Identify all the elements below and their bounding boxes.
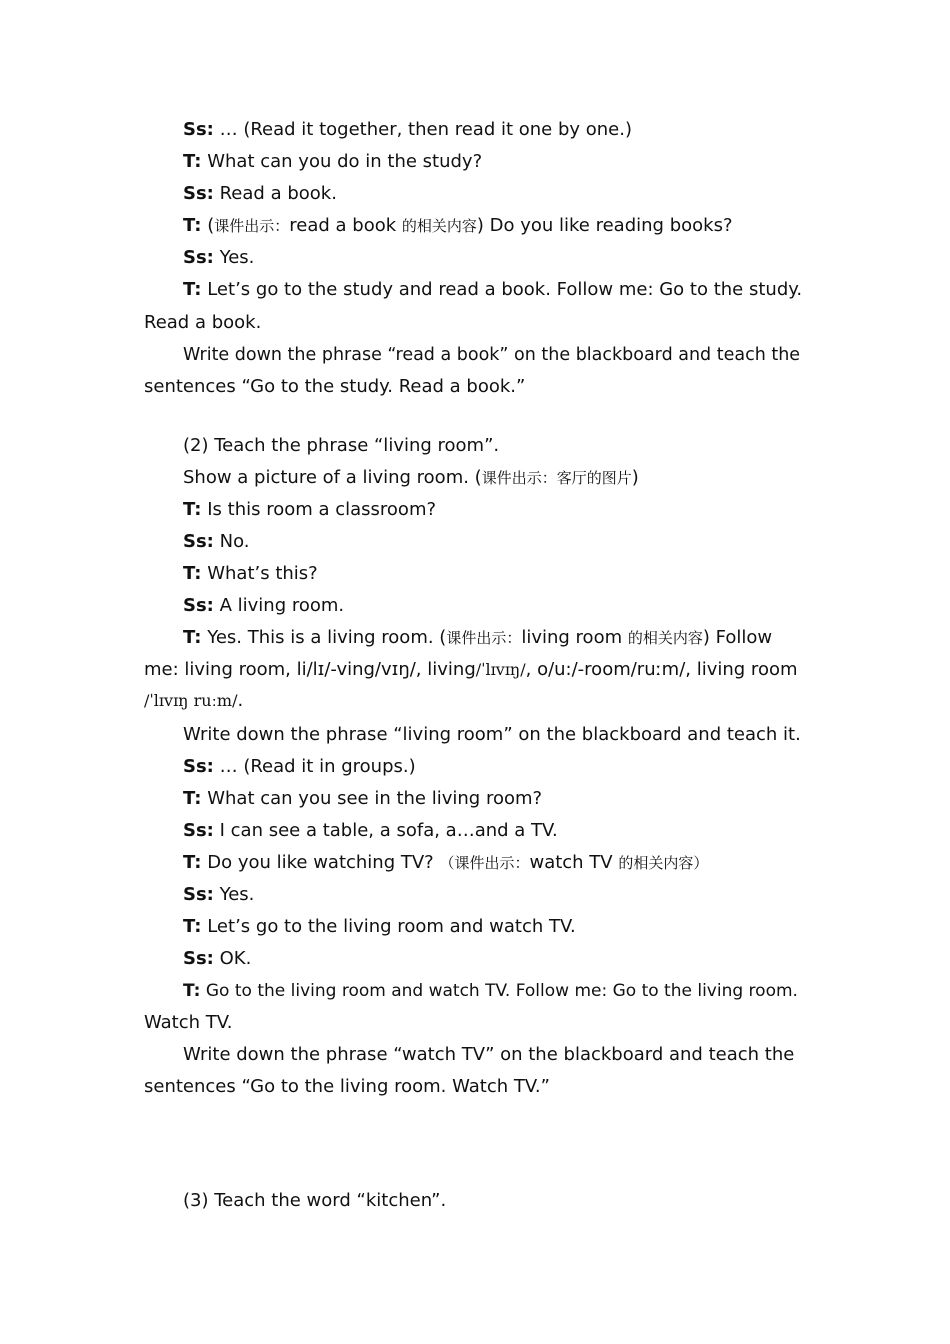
line-text: OK. (213, 948, 252, 969)
dialogue-line (183, 246, 254, 270)
paragraph-line: Read a book. (144, 312, 262, 333)
dialogue-line (183, 755, 416, 779)
speaker-label: Ss: (183, 756, 214, 777)
dialogue-line (183, 498, 436, 522)
speaker-label: Ss: (183, 948, 214, 969)
line-text: … (Read it together, then read it one by one.) (213, 119, 633, 140)
speaker-label: T: (183, 279, 202, 300)
speaker-label: T: (183, 981, 201, 1001)
dialogue-line (183, 979, 798, 1003)
dialogue-line (183, 883, 254, 907)
phonetic-transcription: /ˈlɪvɪŋ ruːm/ (144, 691, 238, 710)
line-text: … (Read it in groups.) (213, 756, 416, 777)
line-text: ) (631, 467, 639, 488)
dialogue-line (183, 278, 802, 302)
chinese-note: 的相关内容 (401, 217, 477, 235)
line-text: ( (201, 215, 215, 236)
speaker-label: T: (183, 916, 202, 937)
section-heading: (3) Teach the word “kitchen”. (183, 1190, 447, 1211)
line-text: ) Follow (702, 627, 773, 648)
line-text: watch TV (529, 852, 619, 873)
paragraph-line (144, 689, 243, 713)
dialogue-line (183, 594, 344, 618)
line-text: me: living room, li/lɪ/-ving/vɪŋ/, living (144, 659, 476, 680)
line-text: read a book (289, 215, 402, 236)
speaker-label: Ss: (183, 531, 214, 552)
line-text: Show a picture of a living room. ( (183, 467, 482, 488)
line-text: What can you see in the living room? (201, 788, 543, 809)
chinese-note: 课件出示： (446, 629, 522, 647)
dialogue-line (183, 118, 632, 142)
line-text: . (237, 690, 244, 711)
paragraph-line: Write down the phrase “watch TV” on the blackboard and teach the (183, 1044, 795, 1065)
speaker-label: T: (183, 151, 202, 172)
speaker-label: T: (183, 852, 202, 873)
dialogue-line (183, 947, 251, 971)
line-text: ) Do you like reading books? (476, 215, 733, 236)
speaker-label: T: (183, 215, 202, 236)
dialogue-line (183, 851, 708, 875)
chinese-note: 的相关内容 (627, 629, 703, 647)
dialogue-line (183, 626, 772, 650)
line-text: What’s this? (201, 563, 318, 584)
line-text: Yes. (213, 247, 255, 268)
dialogue-line (183, 915, 576, 939)
line-text: , o/u:/-room/ruːm/, living room (525, 659, 798, 680)
speaker-label: T: (183, 627, 202, 648)
line-text: No. (213, 531, 250, 552)
paragraph-line (144, 658, 798, 682)
paragraph-line: Write down the phrase “living room” on the blackboard and teach it. (183, 724, 801, 745)
speaker-label: Ss: (183, 183, 214, 204)
line-text: I can see a table, a sofa, a…and a TV. (213, 820, 558, 841)
dialogue-line (183, 530, 250, 554)
dialogue-line (183, 182, 337, 206)
paragraph-line: sentences “Go to the study. Read a book.” (144, 376, 526, 397)
section-heading: (2) Teach the phrase “living room”. (183, 435, 500, 456)
line-text: Yes. (213, 884, 255, 905)
speaker-label: T: (183, 499, 202, 520)
line-text: Yes. This is a living room. ( (201, 627, 447, 648)
chinese-note: （课件出示： (439, 854, 530, 872)
dialogue-line (183, 562, 318, 586)
phonetic-transcription: /ˈlɪvɪŋ/ (475, 660, 526, 679)
line-text: Do you like watching TV? (201, 852, 440, 873)
speaker-label: Ss: (183, 119, 214, 140)
speaker-label: Ss: (183, 884, 214, 905)
dialogue-line (183, 150, 482, 174)
line-text: Is this room a classroom? (201, 499, 437, 520)
speaker-label: Ss: (183, 820, 214, 841)
chinese-note: 课件出示： (214, 217, 290, 235)
line-text: living room (521, 627, 628, 648)
line-text: Go to the living room and watch TV. Follow me: Go to the living room. (200, 981, 798, 1001)
chinese-note: 的相关内容） (618, 854, 709, 872)
paragraph-line: Write down the phrase “read a book” on the blackboard and teach the (183, 345, 801, 365)
line-text: Read a book. (213, 183, 337, 204)
dialogue-line (183, 787, 542, 811)
paragraph-line: Watch TV. (144, 1012, 233, 1033)
speaker-label: T: (183, 788, 202, 809)
dialogue-line (183, 214, 733, 238)
line-text: What can you do in the study? (201, 151, 483, 172)
dialogue-line (183, 819, 558, 843)
paragraph-line (183, 466, 639, 490)
speaker-label: T: (183, 563, 202, 584)
paragraph-line: sentences “Go to the living room. Watch TV.” (144, 1076, 550, 1097)
line-text: A living room. (213, 595, 345, 616)
speaker-label: Ss: (183, 247, 214, 268)
chinese-note: 课件出示：客厅的图片 (481, 469, 632, 487)
line-text: Let’s go to the study and read a book. Follow me: Go to the study. (201, 279, 803, 300)
speaker-label: Ss: (183, 595, 214, 616)
line-text: Let’s go to the living room and watch TV. (201, 916, 576, 937)
